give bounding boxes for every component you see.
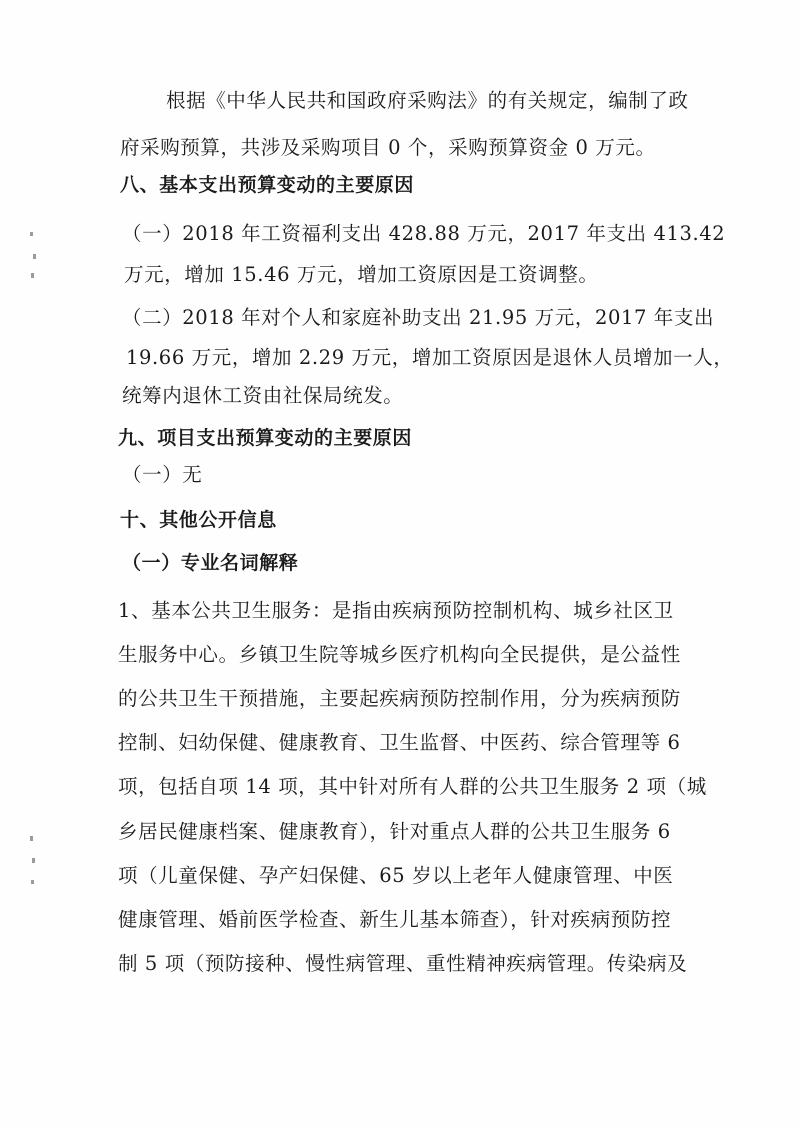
paragraph-line: 万元，增加 15.46 万元，增加工资原因是工资调整。 — [124, 263, 599, 286]
paragraph-line: 控制、妇幼保健、健康教育、卫生监督、中医药、综合管理等 6 — [118, 731, 681, 754]
paragraph-line: 健康管理、婚前医学检查、新生儿基本筛查），针对疾病预防控 — [118, 908, 672, 931]
section-heading: 九、项目支出预算变动的主要原因 — [118, 427, 413, 449]
binding-mark — [31, 273, 34, 278]
paragraph-line: 乡居民健康档案、健康教育），针对重点人群的公共卫生服务 6 — [118, 820, 671, 843]
section-heading: 八、基本支出预算变动的主要原因 — [120, 174, 415, 196]
binding-mark — [32, 858, 35, 863]
paragraph-line: 1、基本公共卫生服务：是指由疾病预防控制机构、城乡社区卫 — [118, 599, 674, 622]
paragraph-line: 府采购预算，共涉及采购项目 0 个，采购预算资金 0 万元。 — [120, 136, 656, 159]
paragraph-line: 制 5 项（预防接种、慢性病管理、重性精神疾病管理。传染病及 — [118, 952, 688, 975]
paragraph-line: 项，包括自项 14 项，其中针对所有人群的公共卫生服务 2 项（城 — [118, 775, 707, 798]
binding-mark — [31, 880, 34, 884]
binding-mark — [30, 836, 33, 841]
paragraph-line: （一）无 — [122, 463, 203, 486]
paragraph-line: 根据《中华人民共和国政府采购法》的有关规定，编制了政 — [166, 89, 689, 112]
paragraph-line: 19.66 万元，增加 2.29 万元，增加工资原因是退休人员增加一人， — [126, 346, 734, 369]
paragraph-line: 项（儿童保健、孕产妇保健、65 岁以上老年人健康管理、中医 — [118, 864, 674, 887]
paragraph-line: 生服务中心。乡镇卫生院等城乡医疗机构向全民提供，是公益性 — [118, 643, 681, 666]
binding-mark — [30, 232, 33, 236]
paragraph-line: 的公共卫生干预措施，主要起疾病预防控制作用，分为疾病预防 — [118, 687, 681, 710]
binding-mark — [33, 254, 36, 259]
section-heading: 十、其他公开信息 — [120, 509, 277, 531]
paragraph-line: 统筹内退休工资由社保局统发。 — [122, 384, 404, 407]
subsection-heading: （一）专业名词解释 — [122, 552, 299, 574]
paragraph-line: （一）2018 年工资福利支出 428.88 万元，2017 年支出 413.42 — [122, 222, 726, 245]
paragraph-line: （二）2018 年对个人和家庭补助支出 21.95 万元，2017 年支出 — [122, 306, 715, 329]
